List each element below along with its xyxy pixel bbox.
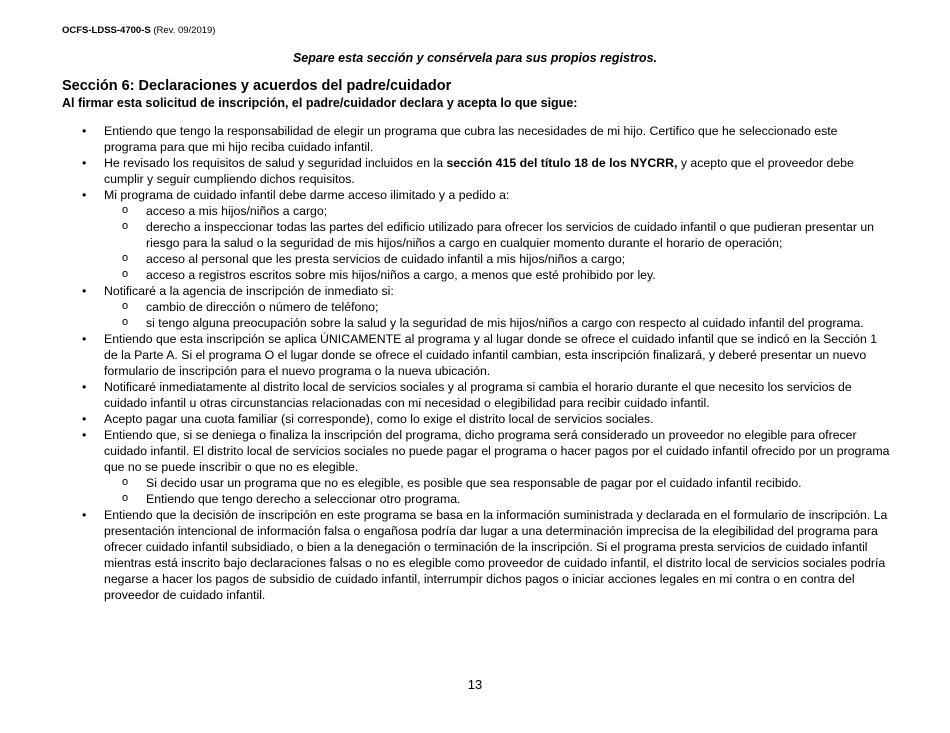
- sub-bullet-icon: o: [122, 220, 129, 232]
- sub-item-text: acceso a mis hijos/niños a cargo;: [146, 204, 328, 218]
- sub-item: [104, 219, 892, 251]
- declaration-text: Entiendo que tengo la responsabilidad de elegir un programa que cubra las necesidades de mi hijo. Certifico que he seleccionado este programa para que mi hijo reciba cuidado infantil.: [104, 124, 838, 154]
- declaration-item: [62, 331, 892, 379]
- bullet-icon: •: [82, 508, 87, 522]
- retention-notice: Separe esta sección y consérvela para sus propios registros.: [292, 51, 658, 65]
- sub-item-text: cambio de dirección o número de teléfono;: [146, 300, 379, 314]
- sub-bullet-icon: o: [122, 300, 129, 312]
- form-revision: (Rev. 09/2019): [150, 25, 216, 36]
- bullet-icon: •: [82, 428, 87, 442]
- declarations-list: [62, 123, 892, 603]
- form-identifier: [62, 25, 215, 36]
- declaration-item: [62, 507, 892, 603]
- sub-bullet-icon: o: [122, 492, 129, 504]
- declaration-text: Mi programa de cuidado infantil debe darme acceso ilimitado y a pedido a:: [104, 188, 510, 202]
- sub-item-text: si tengo alguna preocupación sobre la salud y la seguridad de mis hijos/niños a cargo con respecto al cuidado infantil del programa.: [146, 316, 864, 330]
- section-subtitle: Al firmar esta solicitud de inscripción, el padre/cuidador declara y acepta lo que sigue:: [62, 96, 578, 110]
- bullet-icon: •: [82, 412, 87, 426]
- sub-list: [104, 475, 892, 507]
- bullet-icon: •: [82, 188, 87, 202]
- declaration-item: [62, 123, 892, 155]
- sub-item-text: Si decido usar un programa que no es elegible, es posible que sea responsable de pagar por el cuidado infantil recibido.: [146, 476, 802, 490]
- sub-item-text: Entiendo que tengo derecho a seleccionar otro programa.: [146, 492, 461, 506]
- declaration-item: [62, 427, 892, 507]
- sub-list: [104, 299, 892, 331]
- sub-item: [104, 475, 892, 491]
- declaration-text: Entiendo que esta inscripción se aplica ÚNICAMENTE al programa y al lugar donde se ofrece el cuidado infantil que se indicó en la Sección 1 de la Parte A. Si el programa O el lugar donde se ofrece el cuidado infantil cambian, esta inscripción finalizará, y deberé presentar un nuevo formulario de inscripción para el nuevo programa o la nueva ubicación.: [104, 332, 878, 378]
- declaration-item: [62, 411, 892, 427]
- declaration-item: [62, 155, 892, 187]
- declaration-item: [62, 187, 892, 283]
- page-number: 13: [467, 677, 483, 692]
- declaration-text: Notificaré a la agencia de inscripción de inmediato si:: [104, 284, 394, 298]
- bullet-icon: •: [82, 156, 87, 170]
- sub-item-text: acceso a registros escritos sobre mis hijos/niños a cargo, a menos que esté prohibido por ley.: [146, 268, 656, 282]
- declaration-text: Entiendo que, si se deniega o finaliza la inscripción del programa, dicho programa será considerado un proveedor no elegible para ofrecer cuidado infantil. El distrito local de servicios sociales no puede pagar el programa o hacer pagos por el cuidado infantil ofrecido por un programa que no se puede inscribir o que no es elegible.: [104, 428, 890, 474]
- sub-bullet-icon: o: [122, 204, 129, 216]
- section-title: Sección 6: Declaraciones y acuerdos del padre/cuidador: [62, 78, 452, 94]
- declaration-text: Entiendo que la decisión de inscripción en este programa se basa en la información suministrada y declarada en el formulario de inscripción. La presentación intencional de información falsa o engañosa podría dar lugar a una determinación imprecisa de la elegibilidad del programa para ofrecer cuidado infantil subsidiado, o bien a la denegación o terminación de la inscripción. Si el programa presta servicios de cuidado infantil mientras está inscrito bajo declaraciones falsas o no es elegible como proveedor de cuidado infantil, el distrito local de servicios sociales podría negarse a hacer los pagos de subsidio de cuidado infantil, interrumpir dichos pagos o iniciar acciones legales en mi contra o en contra del proveedor de cuidado infantil.: [104, 508, 888, 602]
- bullet-icon: •: [82, 332, 87, 346]
- declaration-text: He revisado los requisitos de salud y seguridad incluidos en la: [104, 156, 447, 170]
- sub-item-text: derecho a inspeccionar todas las partes del edificio utilizado para ofrecer los servicios de cuidado infantil o que pudieran presentar un riesgo para la salud o la seguridad de mis hijos/niños a cargo en cualquier momento durante el horario de operación;: [146, 220, 875, 250]
- declaration-text: y acepto que el proveedor debe cumplir y seguir cumpliendo dichos requisitos.: [104, 156, 854, 186]
- bullet-icon: •: [82, 284, 87, 298]
- sub-item: [104, 491, 892, 507]
- sub-item: [104, 299, 892, 315]
- declaration-text: Notificaré inmediatamente al distrito local de servicios sociales y al programa si cambia el horario durante el que necesito los servicios de cuidado infantil u otras circunstancias relacionadas con mi necesidad o elegibilidad para recibir cuidado infantil.: [104, 380, 852, 410]
- bullet-icon: •: [82, 380, 87, 394]
- form-code: OCFS-LDSS-4700-S: [62, 25, 151, 36]
- regulation-reference: sección 415 del título 18 de los NYCRR,: [446, 156, 678, 170]
- declarations-content: [62, 123, 892, 603]
- sub-item-text: acceso al personal que les presta servicios de cuidado infantil a mis hijos/niños a cargo;: [146, 252, 626, 266]
- sub-item: [104, 267, 892, 283]
- declaration-item: [62, 283, 892, 331]
- sub-bullet-icon: o: [122, 316, 129, 328]
- declaration-item: [62, 379, 892, 411]
- sub-item: [104, 203, 892, 219]
- bullet-icon: •: [82, 124, 87, 138]
- sub-item: [104, 315, 892, 331]
- declaration-text: Acepto pagar una cuota familiar (si corresponde), como lo exige el distrito local de servicios sociales.: [104, 412, 654, 426]
- sub-list: [104, 203, 892, 283]
- sub-bullet-icon: o: [122, 476, 129, 488]
- sub-item: [104, 251, 892, 267]
- sub-bullet-icon: o: [122, 268, 129, 280]
- sub-bullet-icon: o: [122, 252, 129, 264]
